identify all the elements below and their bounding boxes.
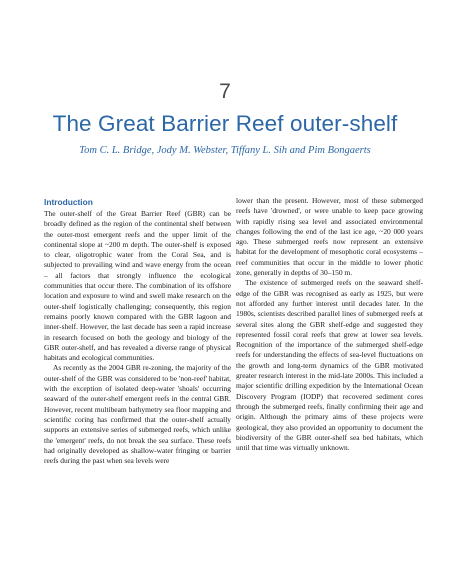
paragraph: The existence of submerged reefs on the seaward shelf-edge of the GBR was recognised as early as 1925, but were not afforded any further interest until decades later. In the 1980s, scientists described parallel lines of submerged reefs at several sites along the GBR shelf-edge and suggested they represented fossil coral reefs that grew at lower sea levels. Recognition of the importance of the submerged shelf-edge reefs for understanding the effects of sea-level fluctuations on the growth and long-term dynamics of the GBR motivated greater research interest in the mid-late 2000s. This included a major scientific drilling expedition by the International Ocean Discovery Program (IODP) that recovered sediment cores through the submerged reefs, finally confirming their age and origin. Although the primary aims of these projects were geological, they also provided an opportunity to document the biodiversity of the GBR outer-shelf sea bed habitats, which until that time was virtually unknown.	[236, 278, 423, 453]
chapter-authors: Tom C. L. Bridge, Jody M. Webster, Tiffany L. Sih and Pim Bongaerts	[79, 145, 371, 156]
paragraph: As recently as the 2004 GBR re-zoning, the majority of the outer-shelf of the GBR was considered to be 'non-reef' habitat, with the exception of isolated deep-water 'shoals' occurring seaward of the outer-shelf emergent reefs in the central GBR. However, recent multibeam bathymetry sea floor mapping and scientific coring has confirmed that the outer-shelf actually supports an extensive series of submerged reefs, which unlike the 'emergent' reefs, do not break the sea surface. These reefs had originally developed as shallow-water fringing or barrier reefs during the past when sea levels were	[44, 363, 231, 466]
chapter-number: 7	[219, 80, 231, 103]
paragraph: The outer-shelf of the Great Barrier Reef (GBR) can be broadly defined as the region of the continental shelf between the outer-most emergent reefs and the upper limit of the continental slope at ~200 m depth. The outer-shelf is exposed to clear, oligotrophic water from the Coral Sea, and is subjected to prevailing wind and wave energy from the ocean – all factors that strongly influence the ecological communities that occur there. The combination of its offshore location and exposure to wind and swell make research on the outer-shelf logistically challenging; consequently, this region remains poorly known compared with the GBR lagoon and inner-shelf. However, the last decade has seen a rapid increase in research focused on both the geology and biology of the GBR outer-shelf, and has revealed a diverse range of physical habitats and ecological communities.	[44, 209, 231, 363]
section-heading: Introduction	[44, 197, 93, 207]
paragraph: lower than the present. However, most of these submerged reefs have 'drowned', or were unable to keep pace growing with rapidly rising sea level and associated environmental changes following the end of the last ice age, ~20 000 years ago. These submerged reefs now represent an extensive habitat for the development of mesophotic coral ecosystems – reef communities that occur in the middle to lower photic zone, generally in depths of 30–150 m.	[236, 196, 423, 278]
text-column-right	[236, 196, 423, 453]
text-column-left	[44, 196, 231, 466]
chapter-title: The Great Barrier Reef outer-shelf	[52, 111, 398, 136]
